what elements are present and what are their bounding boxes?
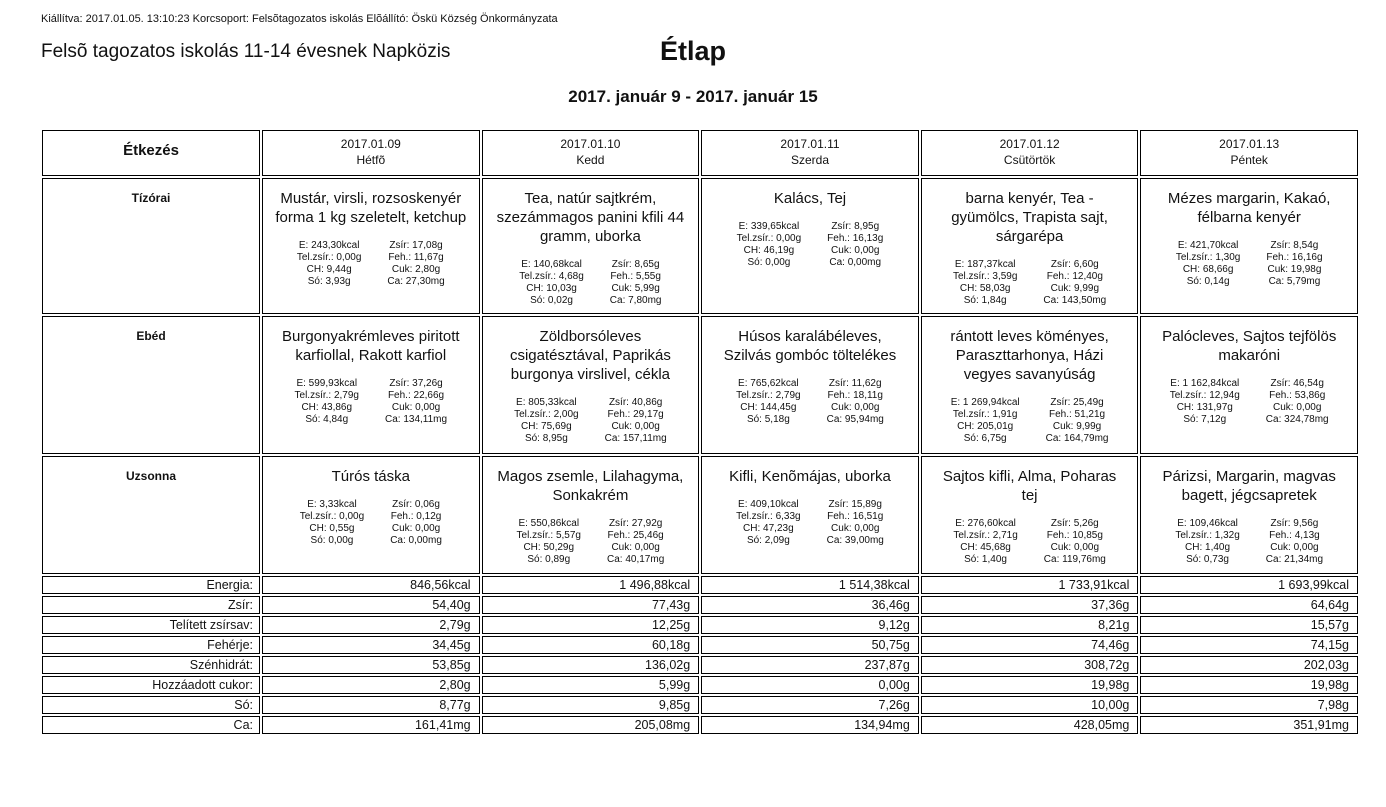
nutrition-line: CH: 131,97g xyxy=(1176,402,1233,413)
nutrition-right-column xyxy=(827,378,884,426)
day-name: Szerda xyxy=(790,153,829,167)
summary-value: 74,46g xyxy=(921,636,1139,654)
date-range-subtitle: 2017. január 9 - 2017. január 15 xyxy=(568,87,818,106)
nutrition-line: CH: 75,69g xyxy=(521,421,572,432)
nutrition-line: Ca: 324,78mg xyxy=(1265,414,1329,425)
meal-title: Tea, natúr sajtkrém, szezámmagos panini kfili 44 gramm, uborka xyxy=(496,190,685,245)
nutrition-line: Zsír: 11,62g xyxy=(828,378,882,389)
summary-value: 60,18g xyxy=(482,636,700,654)
nutrition-line: Só: 5,18g xyxy=(746,414,790,425)
nutrition-line: CH: 1,40g xyxy=(1185,542,1231,553)
nutrition-line: E: 3,33kcal xyxy=(307,499,357,510)
nutrition-line: Zsír: 6,60g xyxy=(1050,259,1099,270)
nutrition-line: Cuk: 19,98g xyxy=(1267,264,1322,275)
summary-row-label: Telített zsírsav: xyxy=(42,616,260,634)
meal-row-label: Uzsonna xyxy=(125,469,176,483)
nutrition-line: Cuk: 0,00g xyxy=(831,402,880,413)
meal-title: Zöldborsóleves csigatésztával, Paprikás burgonya virslivel, cékla xyxy=(509,328,671,383)
nutrition-line: Cuk: 2,80g xyxy=(391,264,441,275)
meal-cell xyxy=(701,456,919,574)
nutrition-line: Só: 7,12g xyxy=(1183,414,1227,425)
corner-label: Étkezés xyxy=(123,141,179,159)
meal-row-label-cell xyxy=(42,456,260,574)
nutrition-line: CH: 58,03g xyxy=(959,283,1011,294)
summary-value: 50,75g xyxy=(701,636,919,654)
nutrition-line: Feh.: 4,13g xyxy=(1269,530,1320,541)
nutrition-line: Zsír: 27,92g xyxy=(608,518,663,529)
menu-table xyxy=(42,130,1358,734)
meal-title: Kalács, Tej xyxy=(773,190,847,207)
nutrition-line: Tel.zsír.: 2,79g xyxy=(294,390,359,401)
nutrition-line: Tel.zsír.: 6,33g xyxy=(736,511,801,522)
nutrition-right-column xyxy=(390,499,442,547)
summary-value: 53,85g xyxy=(262,656,480,674)
summary-value: 15,57g xyxy=(1140,616,1358,634)
nutrition-line: E: 109,46kcal xyxy=(1177,518,1238,529)
summary-value: 1 733,91kcal xyxy=(921,576,1139,594)
summary-value: 1 496,88kcal xyxy=(482,576,700,594)
nutrition-left-column xyxy=(951,397,1020,445)
page-title: Étlap xyxy=(659,36,726,66)
meal-row-label: Ebéd xyxy=(136,329,166,343)
nutrition-left-column xyxy=(1170,378,1240,426)
nutrition-line: Zsír: 8,54g xyxy=(1270,240,1319,251)
day-date: 2017.01.09 xyxy=(340,137,401,151)
nutrition-line: E: 140,68kcal xyxy=(521,259,582,270)
meal-cell xyxy=(482,178,700,314)
nutrition-line: E: 421,70kcal xyxy=(1177,240,1239,251)
nutrition-right-column xyxy=(1266,518,1323,566)
nutrition-line: Só: 0,00g xyxy=(310,535,354,546)
summary-value: 237,87g xyxy=(701,656,919,674)
nutrition-line: Tel.zsír.: 1,32g xyxy=(1175,530,1240,541)
nutrition-line: Cuk: 9,99g xyxy=(1050,283,1100,294)
summary-value: 1 693,99kcal xyxy=(1140,576,1358,594)
nutrition-right-column xyxy=(605,397,667,445)
nutrition-line: CH: 68,66g xyxy=(1182,264,1234,275)
issued-meta-line: Kiállítva: 2017.01.05. 13:10:23 Korcsoport: Felsõtagozatos iskolás Elõállító: Öskü Község Önkormányzata xyxy=(41,13,558,25)
meal-cell xyxy=(701,178,919,314)
meal-cell xyxy=(262,316,480,454)
nutrition-line: Ca: 95,94mg xyxy=(826,414,884,425)
nutrition-line: Tel.zsír.: 1,91g xyxy=(952,409,1018,420)
day-name: Csütörtök xyxy=(1003,153,1056,167)
nutrition-line: E: 187,37kcal xyxy=(954,259,1016,270)
day-date: 2017.01.10 xyxy=(560,137,621,151)
nutrition-right-column xyxy=(1266,240,1322,288)
nutrition-block xyxy=(710,499,910,547)
nutrition-line: Feh.: 11,67g xyxy=(388,252,444,263)
nutrition-line: Zsír: 8,95g xyxy=(831,221,880,232)
summary-value: 7,98g xyxy=(1140,696,1358,714)
meal-cell xyxy=(482,316,700,454)
nutrition-line: Cuk: 0,00g xyxy=(1270,542,1319,553)
nutrition-line: Ca: 119,76mg xyxy=(1043,554,1106,565)
meal-title: Kifli, Kenõmájas, uborka xyxy=(729,468,891,485)
nutrition-left-column xyxy=(295,378,359,426)
summary-value: 846,56kcal xyxy=(262,576,480,594)
nutrition-line: Tel.zsír.: 12,94g xyxy=(1169,390,1240,401)
nutrition-line: Feh.: 16,13g xyxy=(827,233,884,244)
nutrition-line: E: 339,65kcal xyxy=(738,221,800,232)
nutrition-line: Feh.: 16,16g xyxy=(1266,252,1323,263)
nutrition-line: Só: 6,75g xyxy=(963,433,1007,444)
summary-value: 5,99g xyxy=(482,676,700,694)
nutrition-line: Ca: 27,30mg xyxy=(387,276,445,287)
meal-row-label: Tízórai xyxy=(131,191,171,205)
nutrition-line: Tel.zsír.: 1,30g xyxy=(1175,252,1241,263)
day-header-cell-2 xyxy=(701,130,919,176)
nutrition-line: CH: 10,03g xyxy=(526,283,577,294)
nutrition-block xyxy=(271,378,471,426)
nutrition-left-column xyxy=(514,397,578,445)
nutrition-block xyxy=(930,397,1130,445)
nutrition-line: CH: 45,68g xyxy=(960,542,1011,553)
summary-value: 54,40g xyxy=(262,596,480,614)
nutrition-line: CH: 47,23g xyxy=(743,523,794,534)
nutrition-line: Tel.zsír.: 0,00g xyxy=(296,252,362,263)
meal-row-label-cell xyxy=(42,316,260,454)
nutrition-line: Ca: 0,00mg xyxy=(829,257,882,268)
nutrition-line: CH: 9,44g xyxy=(306,264,352,275)
summary-value: 8,77g xyxy=(262,696,480,714)
nutrition-line: Tel.zsír.: 0,00g xyxy=(299,511,365,522)
summary-value: 351,91mg xyxy=(1140,716,1358,734)
meal-title: Mézes margarin, Kakaó, félbarna kenyér xyxy=(1167,190,1331,226)
nutrition-block xyxy=(1149,518,1349,566)
meal-title: Palócleves, Sajtos tejfölös makaróni xyxy=(1162,328,1337,364)
nutrition-line: CH: 46,19g xyxy=(743,245,795,256)
nutrition-left-column xyxy=(736,378,800,426)
nutrition-block xyxy=(1149,378,1349,426)
nutrition-line: Ca: 39,00mg xyxy=(826,535,884,546)
meal-cell xyxy=(1140,456,1358,574)
meal-title: Magos zsemle, Lilahagyma, Sonkakrém xyxy=(497,468,684,504)
summary-value: 19,98g xyxy=(921,676,1139,694)
nutrition-line: Zsír: 46,54g xyxy=(1270,378,1324,389)
meal-title: Burgonyakrémleves piritott karfiollal, Rakott karfiol xyxy=(282,328,460,364)
nutrition-line: Ca: 21,34mg xyxy=(1265,554,1324,565)
day-name: Péntek xyxy=(1230,153,1268,167)
nutrition-line: Tel.zsír.: 0,00g xyxy=(736,233,802,244)
meal-cell xyxy=(1140,316,1358,454)
nutrition-line: Cuk: 0,00g xyxy=(831,245,880,256)
nutrition-line: CH: 205,01g xyxy=(957,421,1014,432)
nutrition-line: Tel.zsír.: 4,68g xyxy=(519,271,584,282)
nutrition-line: Feh.: 10,85g xyxy=(1046,530,1103,541)
nutrition-right-column xyxy=(1046,397,1109,445)
nutrition-line: Ca: 5,79mg xyxy=(1268,276,1321,287)
nutrition-line: Feh.: 25,46g xyxy=(607,530,664,541)
summary-value: 202,03g xyxy=(1140,656,1358,674)
meal-title: Mustár, virsli, rozsoskenyér forma 1 kg szeletelt, ketchup xyxy=(275,190,467,226)
summary-value: 12,25g xyxy=(482,616,700,634)
meal-title: Sajtos kifli, Alma, Poharas tej xyxy=(942,468,1117,504)
summary-row-label: Zsír: xyxy=(42,596,260,614)
summary-row-label: Energia: xyxy=(42,576,260,594)
summary-value: 136,02g xyxy=(482,656,700,674)
summary-value: 134,94mg xyxy=(701,716,919,734)
menu-grid xyxy=(42,130,1358,734)
nutrition-line: Feh.: 5,55g xyxy=(610,271,661,282)
nutrition-line: Ca: 40,17mg xyxy=(607,554,665,565)
summary-value: 9,12g xyxy=(701,616,919,634)
meal-cell xyxy=(482,456,700,574)
nutrition-line: Ca: 7,80mg xyxy=(609,295,662,306)
summary-value: 10,00g xyxy=(921,696,1139,714)
nutrition-left-column xyxy=(297,240,361,288)
nutrition-right-column xyxy=(610,259,662,307)
nutrition-left-column xyxy=(953,259,1017,307)
summary-value: 64,64g xyxy=(1140,596,1358,614)
nutrition-line: Só: 0,02g xyxy=(530,295,573,306)
meal-row-label-cell xyxy=(42,178,260,314)
nutrition-line: Feh.: 12,40g xyxy=(1046,271,1103,282)
nutrition-line: Feh.: 18,11g xyxy=(827,390,883,401)
day-date: 2017.01.11 xyxy=(780,137,840,151)
summary-value: 34,45g xyxy=(262,636,480,654)
nutrition-line: Ca: 0,00mg xyxy=(390,535,442,546)
meal-title: Túrós táska xyxy=(331,468,410,485)
nutrition-line: Cuk: 0,00g xyxy=(1050,542,1100,553)
nutrition-line: Cuk: 5,99g xyxy=(611,283,660,294)
nutrition-right-column xyxy=(607,518,664,566)
nutrition-block xyxy=(1149,240,1349,288)
nutrition-right-column xyxy=(1044,518,1106,566)
summary-value: 2,80g xyxy=(262,676,480,694)
nutrition-line: Ca: 134,11mg xyxy=(385,414,448,425)
day-header-cell-1 xyxy=(482,130,700,176)
summary-value: 2,79g xyxy=(262,616,480,634)
meal-title: rántott leves köményes, Paraszttarhonya, Házi vegyes savanyúság xyxy=(950,328,1109,383)
table-corner-cell xyxy=(42,130,260,176)
nutrition-line: E: 409,10kcal xyxy=(738,499,799,510)
nutrition-block xyxy=(491,259,691,307)
nutrition-line: E: 550,86kcal xyxy=(518,518,580,529)
meal-cell xyxy=(921,456,1139,574)
summary-value: 9,85g xyxy=(482,696,700,714)
summary-row-label: Fehérje: xyxy=(42,636,260,654)
nutrition-line: Feh.: 16,51g xyxy=(827,511,884,522)
summary-value: 19,98g xyxy=(1140,676,1358,694)
nutrition-line: Zsír: 15,89g xyxy=(828,499,882,510)
nutrition-line: Só: 3,93g xyxy=(307,276,351,287)
nutrition-line: Zsír: 25,49g xyxy=(1050,397,1104,408)
nutrition-line: CH: 43,86g xyxy=(301,402,353,413)
day-header-cell-0 xyxy=(262,130,480,176)
summary-value: 8,21g xyxy=(921,616,1139,634)
nutrition-line: E: 276,60kcal xyxy=(955,518,1016,529)
nutrition-line: Só: 1,84g xyxy=(963,295,1007,306)
nutrition-line: Tel.zsír.: 5,57g xyxy=(516,530,581,541)
day-header-cell-4 xyxy=(1140,130,1358,176)
summary-value: 205,08mg xyxy=(482,716,700,734)
nutrition-right-column xyxy=(1043,259,1106,307)
day-header-cell-3 xyxy=(921,130,1139,176)
nutrition-line: CH: 0,55g xyxy=(309,523,355,534)
summary-row-label: Hozzáadott cukor: xyxy=(42,676,260,694)
summary-value: 308,72g xyxy=(921,656,1139,674)
nutrition-right-column xyxy=(827,499,884,547)
meal-cell xyxy=(262,456,480,574)
nutrition-line: Zsír: 17,08g xyxy=(389,240,443,251)
nutrition-left-column xyxy=(300,499,364,547)
summary-value: 0,00g xyxy=(701,676,919,694)
nutrition-line: Tel.zsír.: 2,00g xyxy=(514,409,579,420)
nutrition-right-column xyxy=(827,221,883,269)
nutrition-line: CH: 50,29g xyxy=(523,542,575,553)
nutrition-left-column xyxy=(519,259,583,307)
nutrition-block xyxy=(930,518,1130,566)
summary-row-label: Só: xyxy=(42,696,260,714)
summary-value: 37,36g xyxy=(921,596,1139,614)
nutrition-block xyxy=(491,397,691,445)
nutrition-line: Só: 4,84g xyxy=(305,414,349,425)
nutrition-line: Zsír: 8,65g xyxy=(611,259,660,270)
nutrition-line: Ca: 157,11mg xyxy=(604,433,667,444)
nutrition-line: Só: 2,09g xyxy=(746,535,790,546)
nutrition-line: Zsír: 9,56g xyxy=(1270,518,1319,529)
nutrition-line: Feh.: 53,86g xyxy=(1269,390,1326,401)
day-date: 2017.01.13 xyxy=(1219,137,1280,151)
summary-value: 428,05mg xyxy=(921,716,1139,734)
summary-value: 1 514,38kcal xyxy=(701,576,919,594)
meal-title: Húsos karalábéleves, Szilvás gombóc töltelékes xyxy=(723,328,897,364)
nutrition-block xyxy=(930,259,1130,307)
nutrition-left-column xyxy=(736,499,800,547)
day-date: 2017.01.12 xyxy=(999,137,1060,151)
nutrition-left-column xyxy=(953,518,1017,566)
nutrition-line: Cuk: 0,00g xyxy=(831,523,880,534)
nutrition-left-column xyxy=(737,221,801,269)
nutrition-line: Ca: 164,79mg xyxy=(1045,433,1109,444)
meal-cell xyxy=(921,316,1139,454)
meal-cell xyxy=(1140,178,1358,314)
nutrition-line: E: 805,33kcal xyxy=(516,397,577,408)
day-name: Kedd xyxy=(576,153,605,167)
nutrition-line: E: 599,93kcal xyxy=(296,378,358,389)
nutrition-line: Feh.: 22,66g xyxy=(387,390,445,401)
meal-title: Párizsi, Margarin, magvas bagett, jégcsapretek xyxy=(1162,468,1336,504)
group-title: Felsõ tagozatos iskolás 11-14 évesnek Napközis xyxy=(41,41,451,62)
summary-value: 74,15g xyxy=(1140,636,1358,654)
nutrition-block xyxy=(710,221,910,269)
nutrition-line: E: 1 162,84kcal xyxy=(1170,378,1240,389)
nutrition-line: Zsír: 40,86g xyxy=(608,397,663,408)
day-name: Hétfõ xyxy=(356,153,386,167)
nutrition-line: Tel.zsír.: 2,71g xyxy=(953,530,1018,541)
nutrition-block xyxy=(710,378,910,426)
nutrition-line: Feh.: 0,12g xyxy=(390,511,442,522)
nutrition-line: Zsír: 37,26g xyxy=(389,378,443,389)
nutrition-block xyxy=(491,518,691,566)
meal-cell xyxy=(701,316,919,454)
nutrition-left-column xyxy=(517,518,581,566)
meal-cell xyxy=(921,178,1139,314)
summary-value: 161,41mg xyxy=(262,716,480,734)
nutrition-line: E: 765,62kcal xyxy=(738,378,799,389)
nutrition-line: Ca: 143,50mg xyxy=(1043,295,1107,306)
nutrition-line: Tel.zsír.: 2,79g xyxy=(736,390,801,401)
nutrition-line: Zsír: 5,26g xyxy=(1050,518,1099,529)
meal-title: barna kenyér, Tea - gyümölcs, Trapista sajt, sárgarépa xyxy=(951,190,1108,245)
nutrition-line: Cuk: 0,00g xyxy=(391,402,441,413)
nutrition-right-column xyxy=(387,240,444,288)
nutrition-line: Cuk: 0,00g xyxy=(611,542,660,553)
summary-value: 77,43g xyxy=(482,596,700,614)
summary-value: 36,46g xyxy=(701,596,919,614)
nutrition-line: Feh.: 51,21g xyxy=(1048,409,1106,420)
summary-value: 7,26g xyxy=(701,696,919,714)
nutrition-line: E: 1 269,94kcal xyxy=(950,397,1020,408)
nutrition-line: CH: 144,45g xyxy=(740,402,797,413)
nutrition-right-column xyxy=(1266,378,1329,426)
nutrition-line: Cuk: 9,99g xyxy=(1052,421,1102,432)
nutrition-block xyxy=(271,499,471,547)
nutrition-line: Zsír: 0,06g xyxy=(392,499,440,510)
nutrition-line: Só: 0,14g xyxy=(1186,276,1230,287)
nutrition-line: Só: 8,95g xyxy=(524,433,568,444)
nutrition-line: Tel.zsír.: 3,59g xyxy=(952,271,1018,282)
nutrition-line: Só: 1,40g xyxy=(964,554,1007,565)
nutrition-line: Só: 0,73g xyxy=(1186,554,1229,565)
nutrition-left-column xyxy=(1175,518,1239,566)
nutrition-block xyxy=(271,240,471,288)
nutrition-left-column xyxy=(1176,240,1240,288)
summary-row-label: Ca: xyxy=(42,716,260,734)
nutrition-line: Cuk: 0,00g xyxy=(1273,402,1322,413)
nutrition-line: E: 243,30kcal xyxy=(298,240,360,251)
nutrition-right-column xyxy=(385,378,447,426)
nutrition-line: Só: 0,00g xyxy=(747,257,791,268)
nutrition-line: Só: 0,89g xyxy=(527,554,571,565)
summary-row-label: Szénhidrát: xyxy=(42,656,260,674)
nutrition-line: Cuk: 0,00g xyxy=(611,421,660,432)
nutrition-line: Cuk: 0,00g xyxy=(391,523,441,534)
meal-cell xyxy=(262,178,480,314)
nutrition-line: Feh.: 29,17g xyxy=(607,409,664,420)
